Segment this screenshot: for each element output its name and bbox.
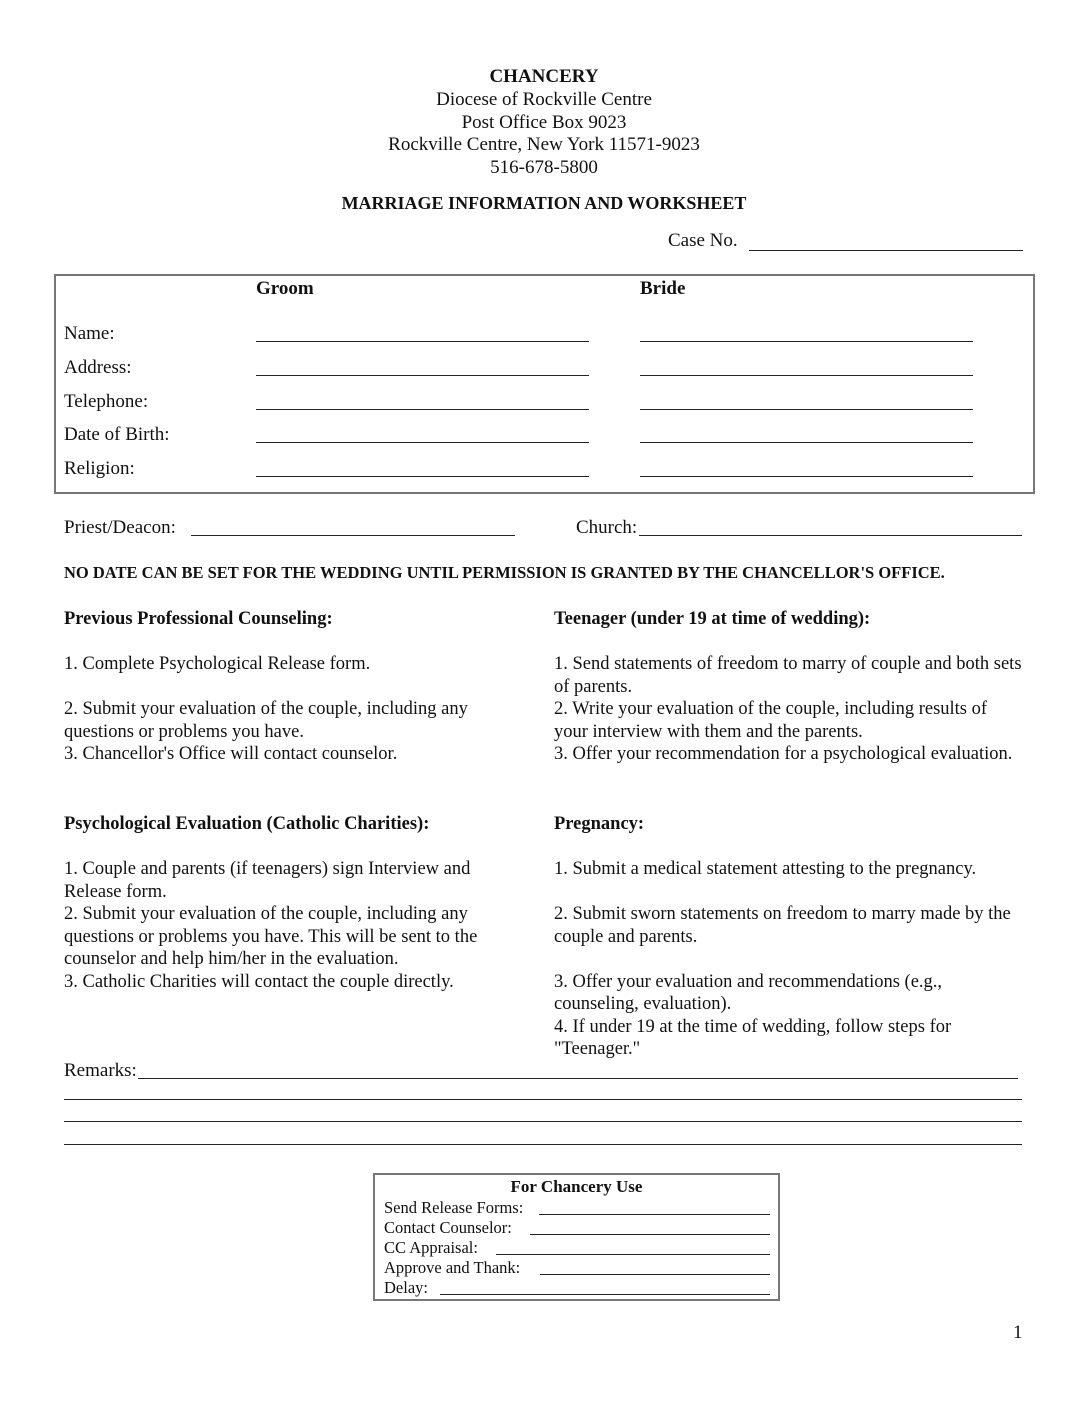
po-box: Post Office Box 9023 — [461, 112, 627, 133]
chancery-use-title: For Chancery Use — [510, 1177, 643, 1196]
list-item: 1. Complete Psychological Release form. — [64, 654, 371, 674]
groom-heading: Groom — [256, 278, 314, 299]
chancery-label-send-release: Send Release Forms: — [384, 1198, 524, 1217]
priest-label: Priest/Deacon: — [64, 517, 176, 538]
church-label: Church: — [576, 517, 638, 538]
bride-heading: Bride — [640, 278, 686, 299]
chancery-label-approve-thank: Approve and Thank: — [384, 1258, 521, 1277]
case-no-label: Case No. — [668, 230, 738, 251]
list-item: 3. Chancellor's Office will contact counselor. — [64, 744, 398, 764]
groom-address-field[interactable] — [256, 356, 589, 376]
list-item: 4. If under 19 at the time of wedding, follow steps for "Teenager." — [554, 1016, 952, 1059]
page-number: 1 — [1013, 1322, 1023, 1343]
groom-name-field[interactable] — [256, 322, 589, 342]
section-previous-counseling — [64, 608, 524, 766]
bride-religion-field[interactable] — [640, 457, 973, 477]
section-heading: Previous Professional Counseling: — [64, 609, 333, 629]
permission-notice: NO DATE CAN BE SET FOR THE WEDDING UNTIL PERMISSION IS GRANTED BY THE CHANCELLOR'S OFFICE. — [64, 563, 945, 582]
case-no-field[interactable] — [749, 230, 1023, 251]
chancery-label-contact-counselor: Contact Counselor: — [384, 1218, 512, 1237]
list-item: 2. Write your evaluation of the couple, including results of your interview with them and the parents. — [554, 699, 988, 742]
row-label-address: Address: — [64, 357, 132, 378]
church-field[interactable] — [639, 516, 1022, 536]
remarks-label: Remarks: — [64, 1060, 137, 1081]
priest-field[interactable] — [191, 516, 515, 536]
section-pregnancy — [554, 813, 1024, 1061]
list-item: 1. Submit a medical statement attesting to the pregnancy. — [554, 859, 977, 879]
groom-telephone-field[interactable] — [256, 390, 589, 410]
list-item: 3. Offer your evaluation and recommendations (e.g., counseling, evaluation). — [554, 971, 943, 1014]
section-psych-evaluation — [64, 813, 514, 993]
remarks-line-2[interactable] — [64, 1099, 1022, 1100]
list-item: 1. Send statements of freedom to marry of couple and both sets of parents. — [554, 654, 1022, 697]
form-title: MARRIAGE INFORMATION AND WORKSHEET — [341, 193, 747, 213]
chancery-label-cc-appraisal: CC Appraisal: — [384, 1238, 478, 1257]
groom-dob-field[interactable] — [256, 423, 589, 443]
section-heading: Pregnancy: — [554, 814, 645, 834]
remarks-field[interactable] — [138, 1059, 1018, 1079]
section-heading: Teenager (under 19 at time of wedding): — [554, 609, 871, 629]
cc-appraisal-field[interactable] — [496, 1238, 770, 1255]
bride-telephone-field[interactable] — [640, 390, 973, 410]
row-label-religion: Religion: — [64, 458, 135, 479]
remarks-line-4[interactable] — [64, 1144, 1022, 1145]
section-teenager — [554, 608, 1024, 766]
groom-religion-field[interactable] — [256, 457, 589, 477]
list-item: 3. Catholic Charities will contact the couple directly. — [64, 971, 454, 992]
remarks-line-3[interactable] — [64, 1121, 1022, 1122]
phone-number: 516-678-5800 — [490, 157, 598, 178]
list-item: 2. Submit sworn statements on freedom to marry made by the couple and parents. — [554, 904, 1011, 947]
contact-counselor-field[interactable] — [530, 1218, 770, 1235]
row-label-date-of-birth: Date of Birth: — [64, 424, 170, 445]
bride-dob-field[interactable] — [640, 423, 973, 443]
row-label-name: Name: — [64, 323, 115, 344]
list-item: 3. Offer your recommendation for a psychological evaluation. — [554, 744, 1013, 764]
city-address: Rockville Centre, New York 11571-9023 — [388, 134, 700, 155]
approve-thank-field[interactable] — [540, 1258, 770, 1275]
send-release-field[interactable] — [539, 1198, 770, 1215]
section-heading: Psychological Evaluation (Catholic Charities): — [64, 814, 430, 834]
delay-field[interactable] — [440, 1278, 770, 1295]
chancery-label-delay: Delay: — [384, 1278, 428, 1297]
list-item: 2. Submit your evaluation of the couple, including any questions or problems you have. — [64, 699, 468, 742]
list-item: 1. Couple and parents (if teenagers) sign Interview and Release form. — [64, 859, 471, 902]
bride-name-field[interactable] — [640, 322, 973, 342]
office-title: CHANCERY — [489, 66, 599, 87]
bride-address-field[interactable] — [640, 356, 973, 376]
list-item: 2. Submit your evaluation of the couple, including any questions or problems you have. This will be sent to the counselor and help him/her in the evaluation. — [64, 904, 478, 969]
row-label-telephone: Telephone: — [64, 391, 149, 412]
diocese-name: Diocese of Rockville Centre — [436, 89, 652, 110]
